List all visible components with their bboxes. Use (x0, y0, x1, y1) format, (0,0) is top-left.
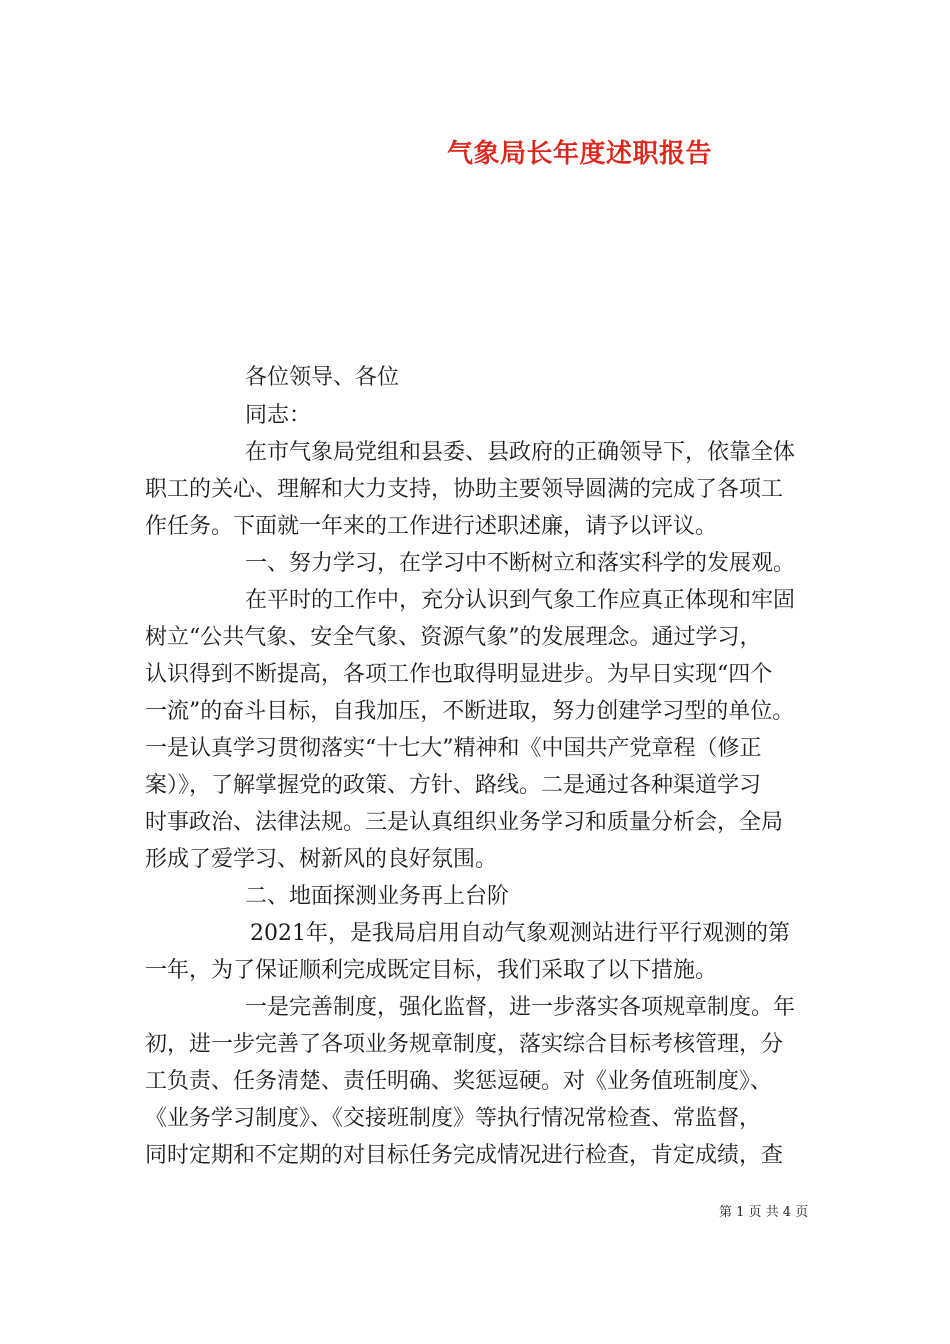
page-number-footer: 第 1 页 共 4 页 (719, 1205, 809, 1220)
section-heading-1: 一、努力学习，在学习中不断树立和落实科学的发展观。 (245, 551, 796, 576)
paragraph-line: 《业务学习制度》、《交接班制度》等执行情况常检查、常监督， (145, 1106, 762, 1131)
paragraph-line: 认识得到不断提高，各项工作也取得明显进步。为早日实现“四个 (145, 662, 773, 687)
paragraph-line: 时事政治、法律法规。三是认真组织业务学习和质量分析会，全局 (145, 810, 784, 835)
salutation-line-1: 各位领导、各位 (245, 365, 400, 390)
paragraph-line: 一是认真学习贯彻落实“十七大”精神和《中国共产党章程（修正 (145, 736, 762, 761)
paragraph-line: 一流”的奋斗目标，自我加压，不断进取，努力创建学习型的单位。 (145, 699, 795, 724)
paragraph-line: 职工的关心、理解和大力支持，协助主要领导圆满的完成了各项工 (145, 477, 784, 502)
paragraph-line: 形成了爱学习、树新风的良好氛围。 (145, 847, 498, 872)
paragraph-line: 2021年，是我局启用自动气象观测站进行平行观测的第 (250, 921, 790, 946)
paragraph-line: 初，进一步完善了各项业务规章制度，落实综合目标考核管理，分 (145, 1032, 784, 1057)
paragraph-line: 在平时的工作中，充分认识到气象工作应真正体现和牢固 (245, 588, 796, 613)
paragraph-line: 在市气象局党组和县委、县政府的正确领导下，依靠全体 (245, 440, 796, 465)
section-heading-2: 二、地面探测业务再上台阶 (245, 884, 510, 909)
paragraph-line: 工负责、任务清楚、责任明确、奖惩逗硬。对《业务值班制度》、 (145, 1069, 773, 1094)
paragraph-line: 同时定期和不定期的对目标任务完成情况进行检查，肯定成绩，查 (145, 1143, 784, 1168)
document-title: 气象局长年度述职报告 (447, 139, 713, 169)
paragraph-line: 树立“公共气象、安全气象、资源气象”的发展理念。通过学习， (145, 625, 762, 650)
paragraph-line: 案）》，了解掌握党的政策、方针、路线。二是通过各种渠道学习 (145, 773, 762, 798)
paragraph-line: 一年，为了保证顺利完成既定目标，我们采取了以下措施。 (145, 958, 718, 983)
salutation-line-2: 同志： (245, 403, 312, 428)
paragraph-line: 一是完善制度，强化监督，进一步落实各项规章制度。年 (245, 995, 796, 1020)
paragraph-line: 作任务。下面就一年来的工作进行述职述廉，请予以评议。 (145, 514, 718, 539)
